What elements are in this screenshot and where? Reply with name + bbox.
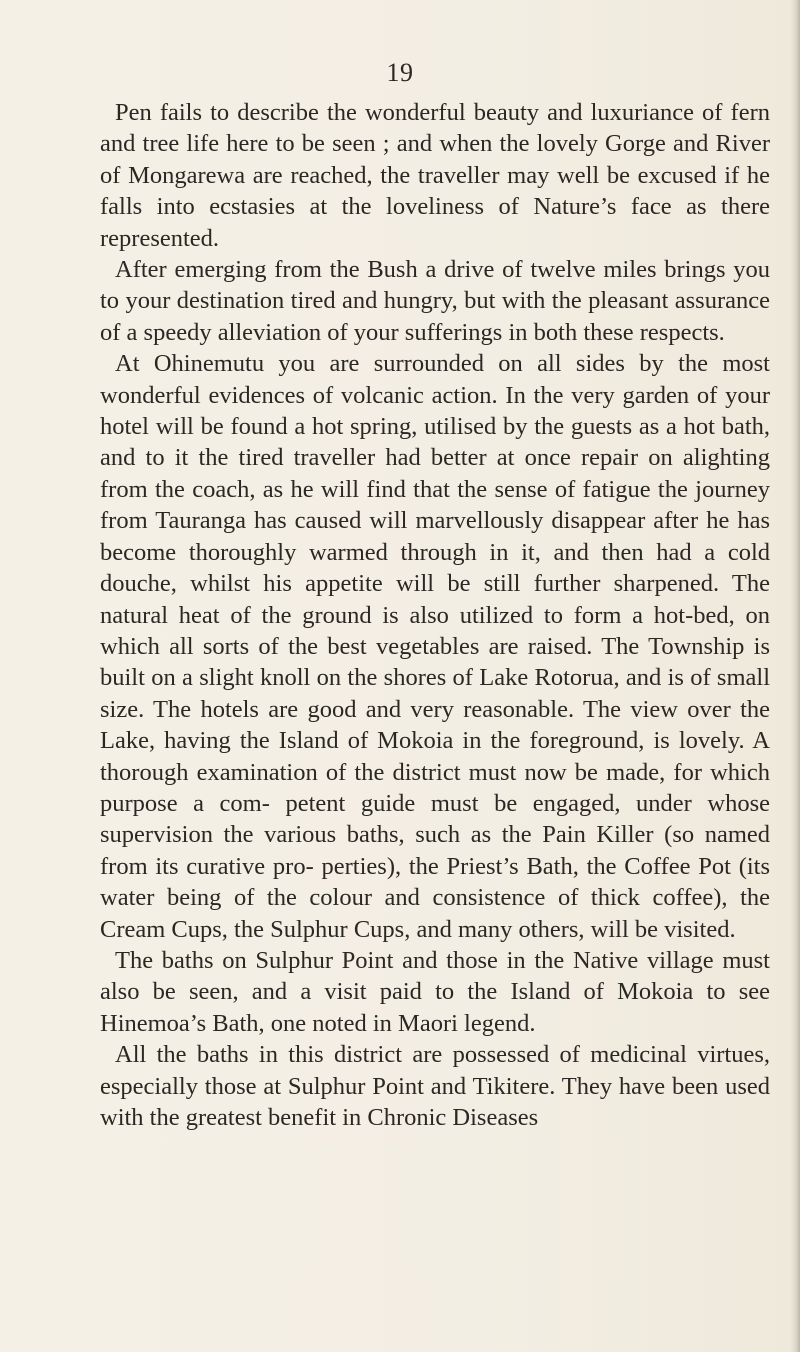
body-text — [100, 97, 770, 1133]
page-edge-shadow — [790, 0, 800, 1352]
paragraph-sulphur-point: The baths on Sulphur Point and those in the Native village must also be seen, and a visit paid to the Island of Mokoia to see Hinemoa’s Bath, one noted in Maori legend. — [100, 946, 770, 1037]
paragraph-ohinemutu: At Ohinemutu you are surrounded on all sides by the most wonderful evidences of volcanic action. In the very garden of your hotel will be found a hot spring, utilised by the guests as a hot bath, and to it the tired traveller had better at once repair on alighting from the coach, as he will find that the sense of fatigue the journey from Tauranga has caused will marvellously disappear after he has become thoroughly warmed through in it, and then had a cold douche, whilst his appetite will be still further sharpened. The natural heat of the ground is also utilized to form a hot-bed, on which all sorts of the best vegetables are raised. The Township is built on a slight knoll on the shores of Lake Rotorua, and is of small size. The hotels are good and very reasonable. The view over the Lake, having the Island of Mokoia in the foreground, is lovely. A thorough examination of the district must now be made, for which purpose a com- petent guide must be engaged, under whose supervision the various baths, such as the Pain Killer (so named from its curative pro- perties), the Priest’s Bath, the Coffee Pot (its water being of the colour and consistence of thick coffee), the Cream Cups, the Sulphur Cups, and many others, will be visited. — [100, 350, 770, 943]
paragraph-medicinal-virtues: All the baths in this district are possessed of medicinal virtues, especially those at Sulphur Point and Tikitere. They have been used with the greatest benefit in Chronic Diseases — [100, 1041, 770, 1131]
paragraph-drive-from-bush: After emerging from the Bush a drive of twelve miles brings you to your destination tired and hungry, but with the pleasant assurance of a speedy alleviation of your sufferings in both these respects. — [100, 256, 770, 346]
page-number: 19 — [386, 58, 414, 87]
paragraph-fern-beauty: Pen fails to describe the wonderful beauty and luxuriance of fern and tree life here to be seen ; and when the lovely Gorge and River of Mongarewa are reached, the traveller may well be excused if he falls into ecstasies at the loveliness of Nature’s face as there represented. — [100, 99, 770, 252]
